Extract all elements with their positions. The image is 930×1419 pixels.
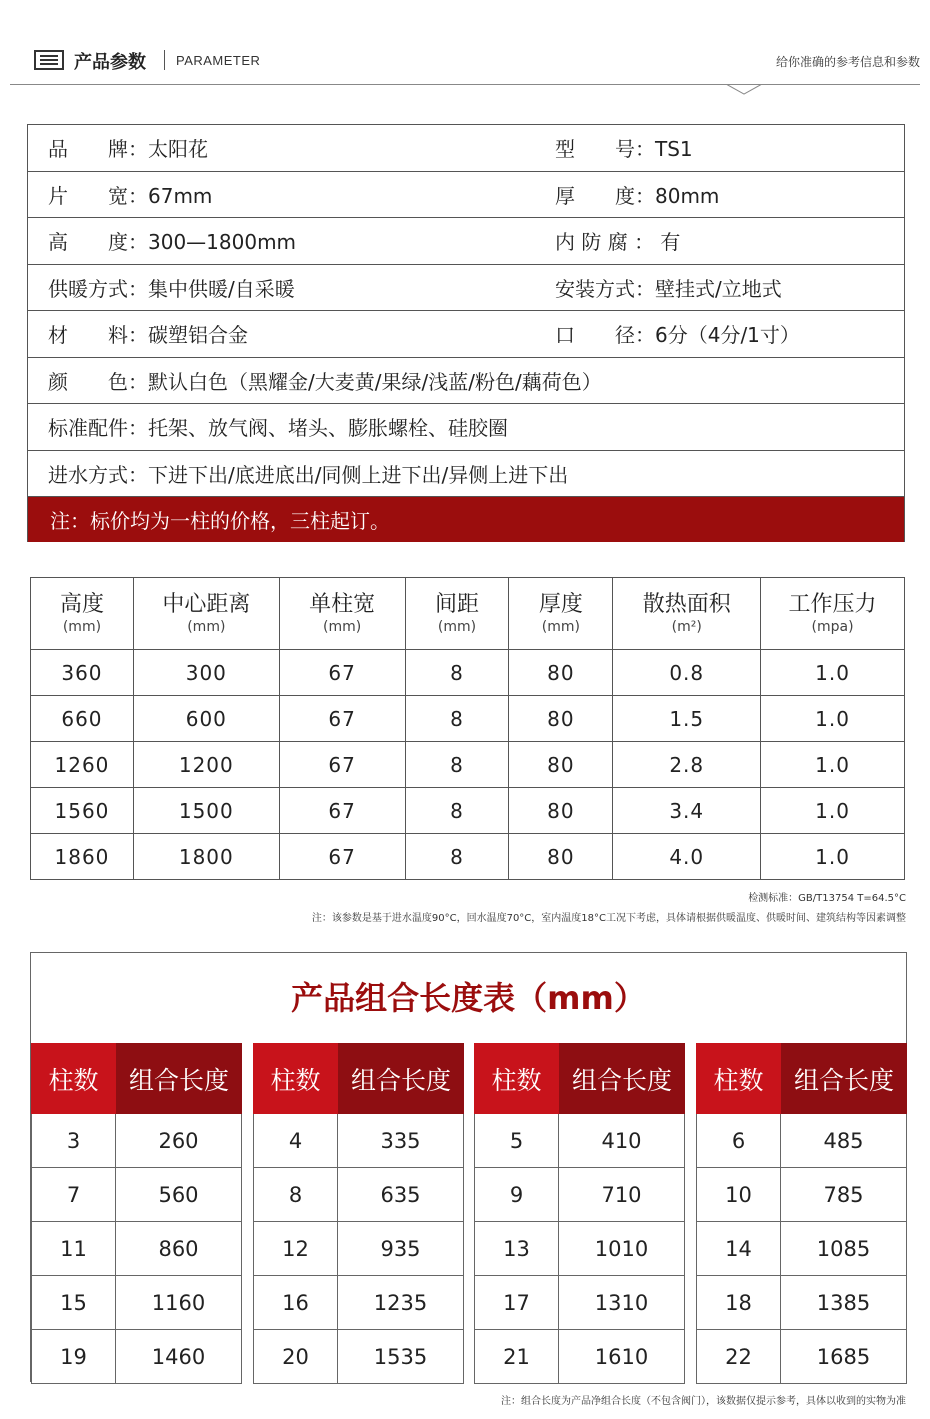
spec-right-value: 内 防 腐 ： 有 <box>555 230 681 255</box>
combined-length: 860 <box>116 1222 242 1275</box>
condition-note: 注：该参数是基于进水温度90°C，回水温度70°C，室内温度18°C工况下考虑，具体请根据供暖温度、供暖时间、建筑结构等因素调整 <box>311 913 906 924</box>
table-row <box>31 742 905 788</box>
table-cell: 1.0 <box>761 788 905 834</box>
combo-header-row <box>31 1043 242 1114</box>
table-cell: 80 <box>509 788 613 834</box>
section-tagline: 给你准确的参考信息和参数 <box>775 55 920 69</box>
spec-left-value: 标准配件：托架、放气阀、堵头、膨胀螺栓、硅胶圈 <box>48 416 508 441</box>
column-unit: (mm) <box>187 618 226 635</box>
spec-left-value: 片 宽：67mm <box>48 183 213 208</box>
count-header: 柱数 <box>253 1043 338 1114</box>
table-cell: 80 <box>509 650 613 696</box>
spec-left-value: 进水方式：下进下出/底进底出/同侧上进下出/异侧上进下出 <box>48 462 569 487</box>
table-cell: 600 <box>133 696 279 742</box>
section-header <box>0 0 930 100</box>
combo-row <box>253 1222 464 1276</box>
column-count: 20 <box>253 1330 338 1383</box>
table-cell: 3.4 <box>613 788 761 834</box>
table-cell: 1.0 <box>761 650 905 696</box>
column-count: 9 <box>474 1168 559 1221</box>
combo-row <box>696 1114 907 1168</box>
spec-row <box>28 311 904 358</box>
table-cell: 660 <box>31 696 134 742</box>
combined-length: 410 <box>559 1114 685 1167</box>
combined-length: 1235 <box>338 1276 464 1329</box>
combo-table <box>30 952 907 1382</box>
count-header: 柱数 <box>31 1043 116 1114</box>
spec-right-value: 安装方式：壁挂式/立地式 <box>555 276 782 301</box>
size-column-header <box>405 578 509 650</box>
combined-length: 785 <box>781 1168 907 1221</box>
table-cell: 67 <box>279 696 405 742</box>
table-cell: 1260 <box>31 742 134 788</box>
table-cell: 1200 <box>133 742 279 788</box>
table-cell: 80 <box>509 742 613 788</box>
table-cell: 1.0 <box>761 742 905 788</box>
combo-row <box>253 1330 464 1384</box>
spec-row <box>28 404 904 451</box>
combo-row <box>696 1222 907 1276</box>
chevron-down-icon <box>726 84 762 96</box>
table-cell: 67 <box>279 742 405 788</box>
column-name: 工作压力 <box>788 592 877 617</box>
size-column-header <box>509 578 613 650</box>
length-header: 组合长度 <box>781 1043 907 1114</box>
table-cell: 4.0 <box>613 834 761 880</box>
combined-length: 635 <box>338 1168 464 1221</box>
combined-length: 1085 <box>781 1222 907 1275</box>
combo-row <box>474 1222 685 1276</box>
combo-row <box>474 1276 685 1330</box>
column-unit: (mm) <box>437 618 477 635</box>
column-count: 15 <box>31 1276 116 1329</box>
column-count: 12 <box>253 1222 338 1275</box>
count-header: 柱数 <box>474 1043 559 1114</box>
combo-row <box>696 1168 907 1222</box>
table-cell: 1860 <box>31 834 134 880</box>
combo-group <box>253 1043 464 1384</box>
size-header-row <box>31 578 905 650</box>
order-note: 注：标价均为一柱的价格，三柱起订。 <box>28 497 904 542</box>
spec-left-value: 品 牌：太阳花 <box>48 137 208 162</box>
combo-row <box>31 1114 242 1168</box>
table-cell: 8 <box>405 696 509 742</box>
column-unit: (mm) <box>541 618 580 635</box>
combo-row <box>31 1330 242 1384</box>
size-column-header <box>613 578 761 650</box>
combo-row <box>253 1276 464 1330</box>
section-title: 产品参数 <box>74 52 146 73</box>
spec-right-value: 型 号：TS1 <box>555 137 693 162</box>
column-count: 13 <box>474 1222 559 1275</box>
combined-length: 1310 <box>559 1276 685 1329</box>
column-count: 16 <box>253 1276 338 1329</box>
table-row <box>31 696 905 742</box>
combo-header-row <box>696 1043 907 1114</box>
combined-length: 260 <box>116 1114 242 1167</box>
combined-length: 1385 <box>781 1276 907 1329</box>
combined-length: 335 <box>338 1114 464 1167</box>
combined-length: 1010 <box>559 1222 685 1275</box>
spec-row <box>28 265 904 312</box>
table-cell: 300 <box>133 650 279 696</box>
column-unit: (mm) <box>62 618 102 635</box>
combo-header-row <box>253 1043 464 1114</box>
table-cell: 8 <box>405 650 509 696</box>
combo-row <box>31 1222 242 1276</box>
spec-row <box>28 172 904 219</box>
table-row <box>31 834 905 880</box>
spec-left-value: 高 度：300—1800mm <box>48 230 297 255</box>
count-header: 柱数 <box>696 1043 781 1114</box>
length-header: 组合长度 <box>116 1043 242 1114</box>
combo-group <box>474 1043 685 1384</box>
list-icon <box>34 50 64 70</box>
table-cell: 360 <box>31 650 134 696</box>
column-count: 17 <box>474 1276 559 1329</box>
combo-row <box>253 1114 464 1168</box>
combo-group <box>696 1043 907 1384</box>
combined-length: 935 <box>338 1222 464 1275</box>
column-count: 7 <box>31 1168 116 1221</box>
combo-title: 产品组合长度表（mm） <box>291 979 646 1017</box>
table-row <box>31 788 905 834</box>
spec-right-value: 厚 度：80mm <box>555 183 720 208</box>
combo-note: 注：组合长度为产品净组合长度（不包含阀门），该数据仅提示参考，具体以收到的实物为准 <box>501 1396 906 1407</box>
combo-row <box>474 1168 685 1222</box>
header-rule <box>10 84 920 85</box>
table-cell: 1.0 <box>761 696 905 742</box>
column-count: 19 <box>31 1330 116 1383</box>
table-cell: 1560 <box>31 788 134 834</box>
column-count: 21 <box>474 1330 559 1383</box>
size-column-header <box>31 578 134 650</box>
column-count: 4 <box>253 1114 338 1167</box>
combo-row <box>31 1168 242 1222</box>
column-unit: (mpa) <box>811 618 854 635</box>
spec-left-value: 供暖方式：集中供暖/自采暖 <box>48 276 295 301</box>
spec-table <box>27 124 905 542</box>
section-title-en: PARAMETER <box>176 53 261 68</box>
spec-row <box>28 358 904 405</box>
table-cell: 1500 <box>133 788 279 834</box>
table-cell: 67 <box>279 788 405 834</box>
table-cell: 1.5 <box>613 696 761 742</box>
combined-length: 485 <box>781 1114 907 1167</box>
table-cell: 80 <box>509 696 613 742</box>
size-table <box>30 577 905 880</box>
combo-row <box>253 1168 464 1222</box>
column-count: 6 <box>696 1114 781 1167</box>
combo-row <box>474 1114 685 1168</box>
table-cell: 8 <box>405 742 509 788</box>
column-count: 10 <box>696 1168 781 1221</box>
length-header: 组合长度 <box>559 1043 685 1114</box>
size-column-header <box>761 578 905 650</box>
column-unit: (m²) <box>671 618 702 635</box>
column-name: 单柱宽 <box>309 592 376 617</box>
column-count: 18 <box>696 1276 781 1329</box>
spec-row <box>28 451 904 498</box>
size-column-header <box>279 578 405 650</box>
column-count: 22 <box>696 1330 781 1383</box>
column-count: 11 <box>31 1222 116 1275</box>
test-standard: 检测标准：GB/T13754 T=64.5°C <box>748 893 906 904</box>
table-row <box>31 650 905 696</box>
spec-row <box>28 218 904 265</box>
table-cell: 8 <box>405 788 509 834</box>
column-unit: (mm) <box>323 618 362 635</box>
size-column-header <box>133 578 279 650</box>
table-cell: 1.0 <box>761 834 905 880</box>
length-header: 组合长度 <box>338 1043 464 1114</box>
column-count: 14 <box>696 1222 781 1275</box>
table-cell: 8 <box>405 834 509 880</box>
column-count: 3 <box>31 1114 116 1167</box>
table-cell: 80 <box>509 834 613 880</box>
combined-length: 1160 <box>116 1276 242 1329</box>
combo-row <box>696 1330 907 1384</box>
combined-length: 560 <box>116 1168 242 1221</box>
spec-right-value: 口 径：6分（4分/1寸） <box>555 323 800 348</box>
table-cell: 2.8 <box>613 742 761 788</box>
combined-length: 710 <box>559 1168 685 1221</box>
column-count: 8 <box>253 1168 338 1221</box>
table-cell: 67 <box>279 834 405 880</box>
combined-length: 1610 <box>559 1330 685 1383</box>
combined-length: 1460 <box>116 1330 242 1383</box>
combined-length: 1535 <box>338 1330 464 1383</box>
combo-row <box>474 1330 685 1384</box>
spec-left-value: 材 料：碳塑铝合金 <box>48 323 248 348</box>
table-cell: 67 <box>279 650 405 696</box>
spec-left-value: 颜 色：默认白色（黑耀金/大麦黄/果绿/浅蓝/粉色/藕荷色） <box>48 369 602 394</box>
column-name: 厚度 <box>538 592 583 617</box>
table-cell: 1800 <box>133 834 279 880</box>
combo-row <box>31 1276 242 1330</box>
combo-header-row <box>474 1043 685 1114</box>
title-divider <box>164 50 165 70</box>
combo-group <box>31 1043 242 1384</box>
combo-row <box>696 1276 907 1330</box>
combined-length: 1685 <box>781 1330 907 1383</box>
table-cell: 0.8 <box>613 650 761 696</box>
column-name: 散热面积 <box>642 592 731 617</box>
column-name: 高度 <box>59 592 104 617</box>
column-name: 间距 <box>435 592 480 617</box>
column-name: 中心距离 <box>162 592 251 617</box>
spec-row <box>28 125 904 172</box>
column-count: 5 <box>474 1114 559 1167</box>
